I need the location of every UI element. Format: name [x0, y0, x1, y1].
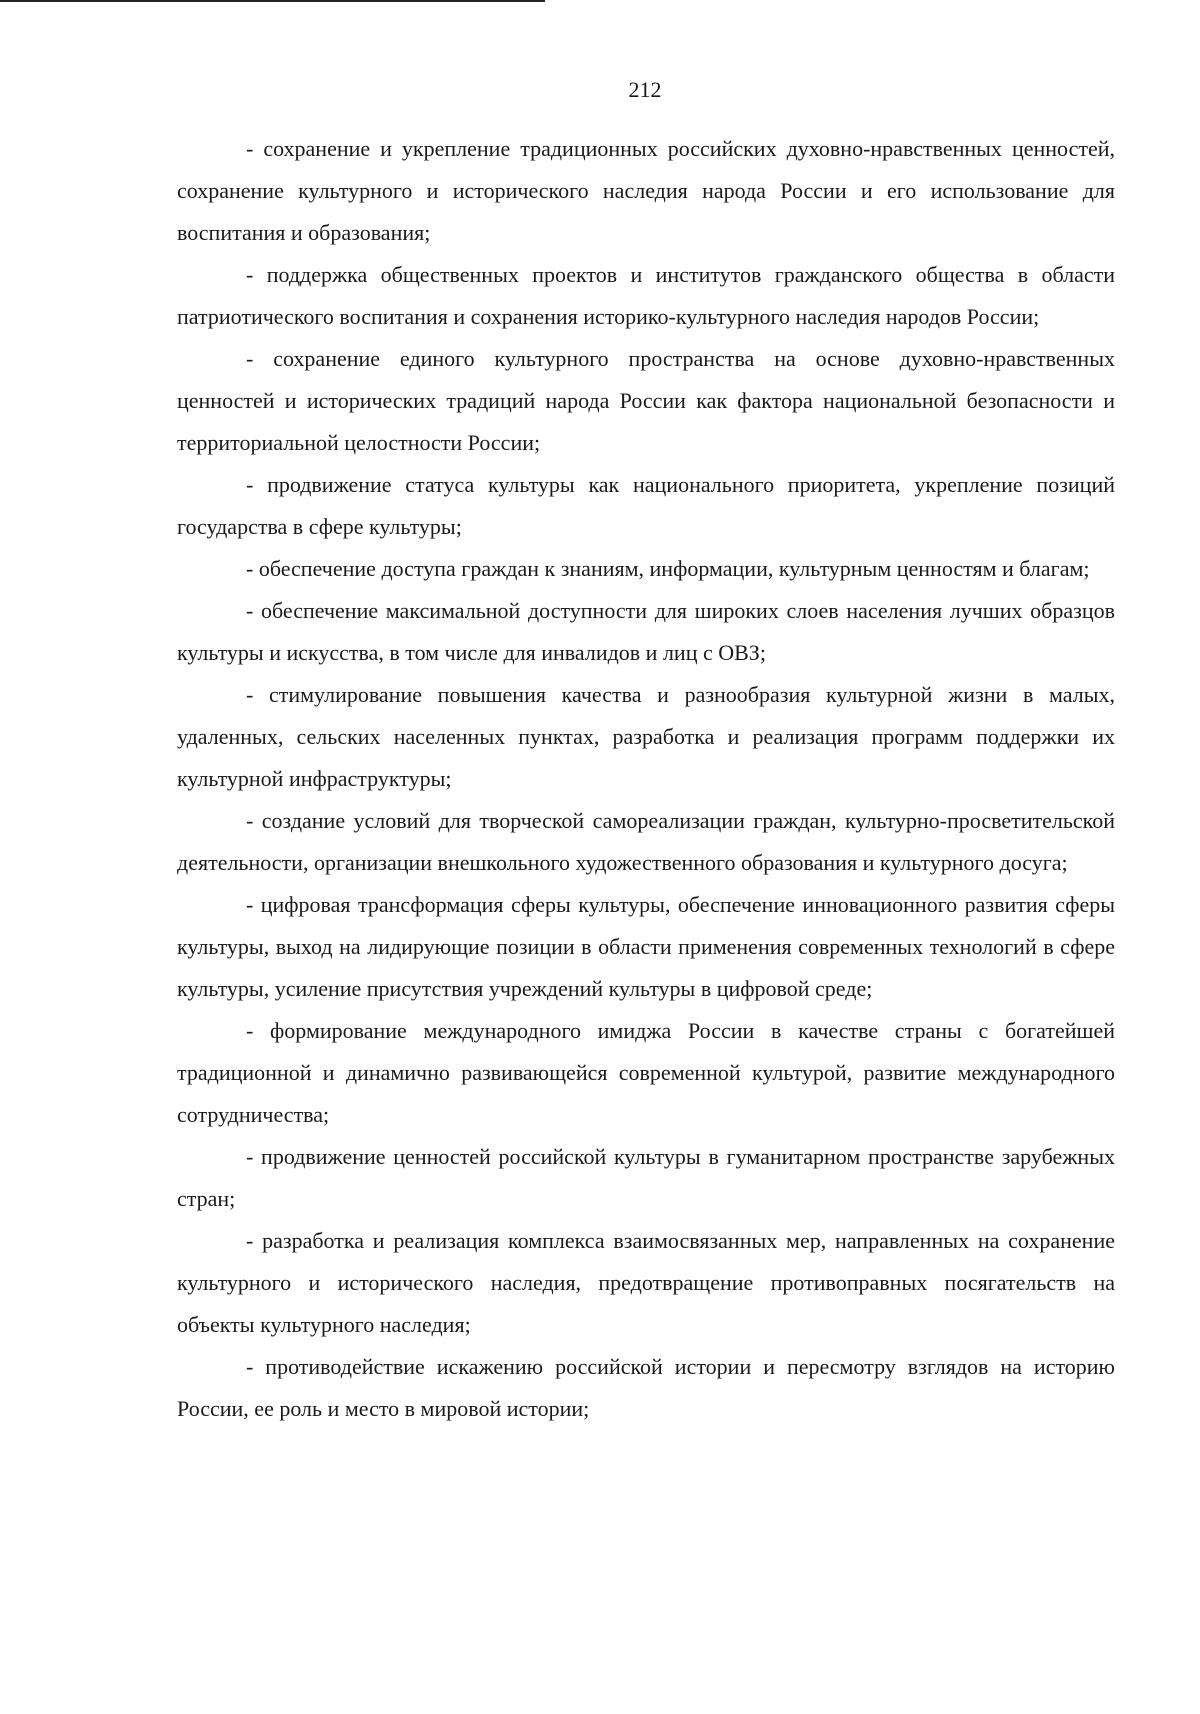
paragraph: - сохранение и укрепление традиционных российских духовно-нравственных ценностей, сохранение культурного и исторического наследия народа России и его использование для воспитания и образования;	[177, 136, 1115, 245]
paragraph: - обеспечение доступа граждан к знаниям, информации, культурным ценностям и благам;	[246, 556, 1090, 581]
paragraph: - стимулирование повышения качества и разнообразия культурной жизни в малых, удаленных, сельских населенных пунктах, разработка и реализация программ поддержки их культурной инфраструктуры;	[177, 682, 1115, 791]
paragraph: - продвижение ценностей российской культуры в гуманитарном пространстве зарубежных стран;	[177, 1144, 1115, 1211]
document-body	[177, 128, 1115, 1430]
paragraph: - обеспечение максимальной доступности для широких слоев населения лучших образцов культуры и искусства, в том числе для инвалидов и лиц с ОВЗ;	[177, 598, 1115, 665]
paragraph: - формирование международного имиджа России в качестве страны с богатейшей традиционной и динамично развивающейся современной культурой, развитие международного сотрудничества;	[177, 1018, 1115, 1127]
paragraph: - создание условий для творческой самореализации граждан, культурно-просветительской деятельности, организации внешкольного художественного образования и культурного досуга;	[177, 808, 1115, 875]
top-rule	[0, 0, 545, 2]
paragraph: - поддержка общественных проектов и институтов гражданского общества в области патриотического воспитания и сохранения историко-культурного наследия народов России;	[177, 262, 1115, 329]
paragraph: - разработка и реализация комплекса взаимосвязанных мер, направленных на сохранение культурного и исторического наследия, предотвращение противоправных посягательств на объекты культурного наследия;	[177, 1228, 1115, 1337]
paragraph: - цифровая трансформация сферы культуры, обеспечение инновационного развития сферы культуры, выход на лидирующие позиции в области применения современных технологий в сфере культуры, усиление присутствия учреждений культуры в цифровой среде;	[177, 892, 1115, 1001]
paragraph: - сохранение единого культурного пространства на основе духовно-нравственных ценностей и исторических традиций народа России как фактора национальной безопасности и территориальной целостности России;	[177, 346, 1115, 455]
paragraph: - продвижение статуса культуры как национального приоритета, укрепление позиций государства в сфере культуры;	[177, 472, 1115, 539]
page-number: 212	[628, 77, 662, 102]
paragraph: - противодействие искажению российской истории и пересмотру взглядов на историю России, ее роль и место в мировой истории;	[177, 1354, 1115, 1421]
